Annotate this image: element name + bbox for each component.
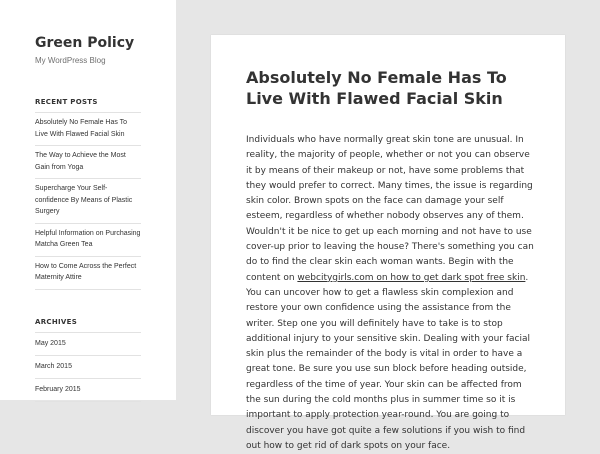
archive-link[interactable]: February 2015: [35, 379, 141, 402]
recent-post-link[interactable]: The Way to Achieve the Most Gain from Yoga: [35, 146, 141, 179]
recent-post-link[interactable]: How to Come Across the Perfect Maternity Attire: [35, 257, 141, 290]
article-link[interactable]: webcitygirls.com on how to get dark spot free skin: [297, 272, 526, 283]
archive-link[interactable]: May 2015: [35, 333, 141, 356]
recent-post-link[interactable]: Helpful Information on Purchasing Matcha Green Tea: [35, 224, 141, 257]
archives-list: [35, 332, 141, 402]
recent-posts-widget: [35, 98, 141, 290]
article-text-start: Individuals who have normally great skin tone are unusual. In reality, the majority of people, whether or not you can observe it by means of their makeup or not, have some problems that they would prefer to correct. Many times, the issue is regarding skin color. Brown spots on the face can damage your self esteem, regardless of whether nobody observes any of them. Wouldn't it be nice to get up each morning and not have to use cover-up prior to leaving the house? There's something you can do to find the clear skin each woman wants. Begin with the content on: [246, 135, 534, 283]
archive-link[interactable]: March 2015: [35, 356, 141, 379]
article-title[interactable]: Absolutely No Female Has To Live With Flawed Facial Skin: [246, 68, 507, 108]
article-content: [246, 133, 537, 454]
recent-posts-list: [35, 112, 141, 290]
recent-posts-heading: RECENT POSTS: [35, 98, 98, 106]
site-title[interactable]: Green Policy: [35, 35, 135, 51]
article-text-end: . You can uncover how to get a flawless skin complexion and restore your own confidence using the assistance from the writer. Step one you will definitely have to take is to stop additional injury to your sensitive skin. Dealing with your facial skin plus the remainder of the body is vital in order to have a great tone. Be sure you use sun block before heading outside, regardless of the time of year. Your skin can be affected from the sun during the cold months plus in summer time so it is important to apply protection year-round. You are going to discover you have got quite a few solutions if you wish to find out how to get rid of dark spots on your face.: [246, 272, 531, 451]
archives-widget: [35, 318, 141, 402]
article: [211, 35, 565, 451]
archives-heading: ARCHIVES: [35, 318, 78, 326]
sidebar: [0, 0, 176, 400]
recent-post-link[interactable]: Supercharge Your Self-confidence By Means of Plastic Surgery: [35, 179, 141, 224]
site-description: My WordPress Blog: [35, 56, 106, 65]
recent-post-link[interactable]: Absolutely No Female Has To Live With Flawed Facial Skin: [35, 113, 141, 146]
